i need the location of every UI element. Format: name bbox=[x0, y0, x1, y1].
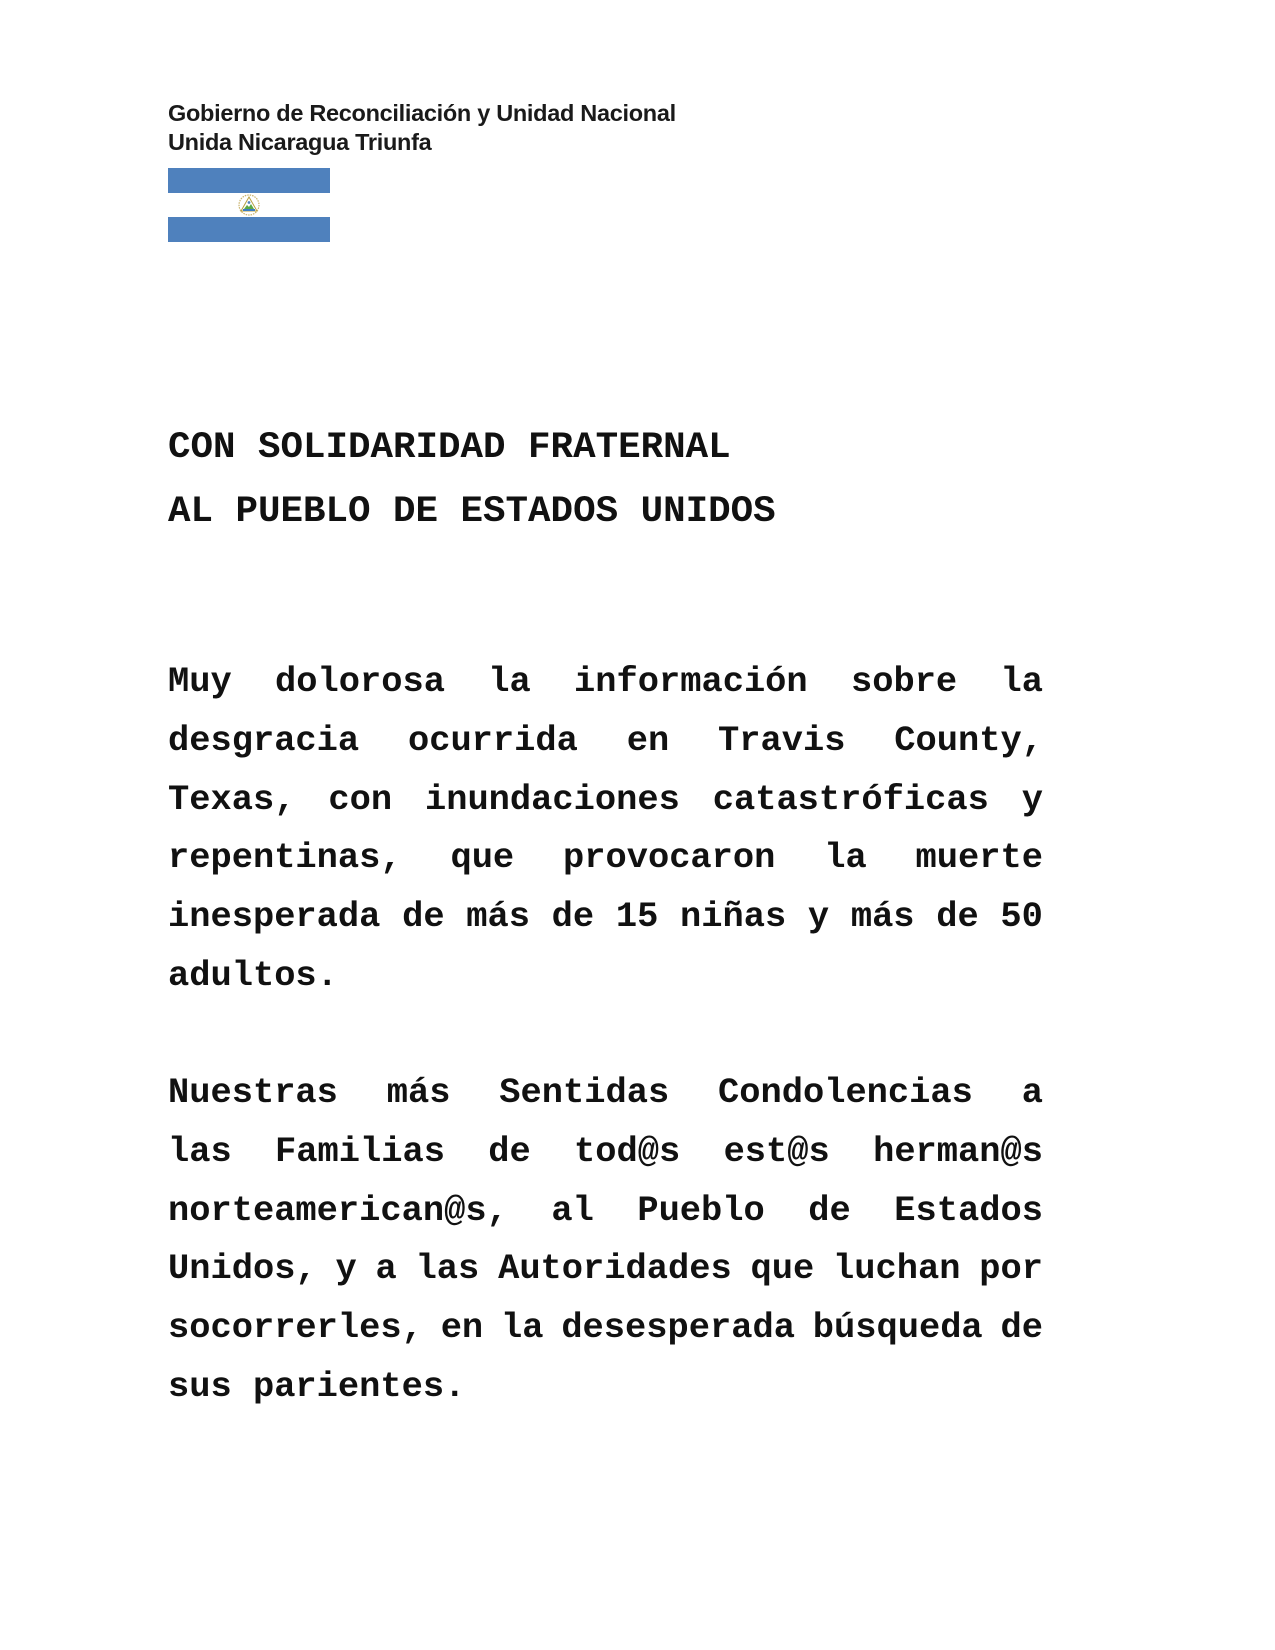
word: más bbox=[386, 1073, 451, 1113]
word: Estados bbox=[894, 1190, 1043, 1231]
paragraph-line bbox=[168, 1299, 1043, 1358]
word: la bbox=[1000, 662, 1043, 702]
title-line-1: CON SOLIDARIDAD FRATERNAL bbox=[168, 427, 731, 469]
word: más bbox=[466, 897, 530, 938]
paragraph-condolences bbox=[168, 1064, 1043, 1417]
word: desgracia bbox=[168, 720, 360, 761]
word: la bbox=[488, 662, 531, 702]
word: catastróficas bbox=[712, 779, 989, 820]
word: la bbox=[501, 1308, 544, 1349]
word: a bbox=[1021, 1073, 1043, 1113]
word: de bbox=[551, 897, 595, 938]
flag-top-band bbox=[168, 168, 330, 193]
paragraph-line bbox=[168, 1358, 1043, 1417]
word: y bbox=[1021, 779, 1043, 820]
word: y bbox=[335, 1249, 357, 1290]
title-line-2: AL PUEBLO DE ESTADOS UNIDOS bbox=[168, 491, 776, 533]
word: Unidos, bbox=[168, 1249, 317, 1290]
word: de bbox=[808, 1190, 851, 1231]
word: de bbox=[402, 897, 445, 938]
word: las bbox=[415, 1249, 480, 1290]
word: por bbox=[979, 1249, 1043, 1290]
word: norteamerican@s, bbox=[168, 1190, 508, 1231]
word: niñas bbox=[680, 897, 787, 938]
word: sobre bbox=[850, 662, 958, 702]
paragraph-condolence-info bbox=[168, 653, 1043, 1006]
paragraph-line bbox=[168, 947, 1043, 1006]
word: ocurrida bbox=[407, 720, 578, 761]
word: muerte bbox=[915, 838, 1043, 879]
word: parientes. bbox=[252, 1366, 466, 1407]
word: Pueblo bbox=[637, 1190, 765, 1231]
word: Nuestras bbox=[168, 1073, 338, 1113]
word: County, bbox=[894, 720, 1043, 761]
word: de bbox=[1000, 1308, 1043, 1349]
paragraph-line bbox=[168, 653, 1043, 712]
word: más bbox=[850, 897, 915, 938]
word: de bbox=[488, 1131, 531, 1172]
word: Autoridades bbox=[498, 1249, 732, 1290]
word: a bbox=[375, 1249, 397, 1290]
word: Familias bbox=[275, 1131, 445, 1172]
paragraph-line bbox=[168, 829, 1043, 888]
word: en bbox=[626, 720, 670, 761]
word: provocaron bbox=[563, 838, 776, 879]
word: adultos. bbox=[168, 955, 338, 996]
word: Muy bbox=[168, 662, 232, 702]
word: est@s bbox=[723, 1131, 830, 1172]
paragraph-line bbox=[168, 888, 1043, 947]
word: con bbox=[328, 779, 393, 820]
coat-of-arms-icon bbox=[235, 194, 263, 216]
word: luchan bbox=[833, 1249, 961, 1290]
word: 15 bbox=[615, 897, 659, 938]
word: sus bbox=[168, 1366, 253, 1407]
flag-middle-band bbox=[168, 193, 330, 218]
word: herman@s bbox=[873, 1131, 1043, 1172]
word: tod@s bbox=[574, 1131, 681, 1172]
paragraph-line bbox=[168, 1240, 1043, 1299]
paragraph-line bbox=[168, 771, 1043, 830]
paragraph-line bbox=[168, 1123, 1043, 1182]
nicaragua-flag-icon bbox=[168, 168, 330, 242]
word: Texas, bbox=[168, 779, 296, 820]
word: y bbox=[807, 897, 830, 938]
word: las bbox=[168, 1131, 232, 1172]
word: Condolencias bbox=[718, 1073, 973, 1113]
government-name: Gobierno de Reconciliación y Unidad Nacional bbox=[168, 100, 676, 126]
word: que bbox=[450, 838, 515, 879]
word: inesperada bbox=[168, 897, 381, 938]
word: que bbox=[750, 1249, 815, 1290]
document-title bbox=[168, 416, 776, 544]
word: al bbox=[551, 1190, 594, 1231]
word: inundaciones bbox=[424, 779, 680, 820]
letterhead bbox=[168, 99, 676, 157]
paragraph-line bbox=[168, 1064, 1043, 1123]
word: 50 bbox=[1000, 897, 1043, 938]
word: de bbox=[936, 897, 979, 938]
word: en bbox=[440, 1308, 484, 1349]
paragraph-line bbox=[168, 1182, 1043, 1241]
word: Travis bbox=[718, 720, 846, 761]
word: Sentidas bbox=[499, 1073, 670, 1113]
word: socorrerles, bbox=[168, 1308, 423, 1349]
word: la bbox=[824, 838, 867, 879]
word: repentinas, bbox=[168, 838, 402, 879]
word: desesperada bbox=[561, 1308, 795, 1349]
word: dolorosa bbox=[275, 662, 445, 702]
word: información bbox=[574, 662, 808, 702]
government-slogan: Unida Nicaragua Triunfa bbox=[168, 129, 432, 155]
paragraph-line bbox=[168, 712, 1043, 771]
flag-bottom-band bbox=[168, 217, 330, 242]
word: búsqueda bbox=[812, 1308, 983, 1349]
